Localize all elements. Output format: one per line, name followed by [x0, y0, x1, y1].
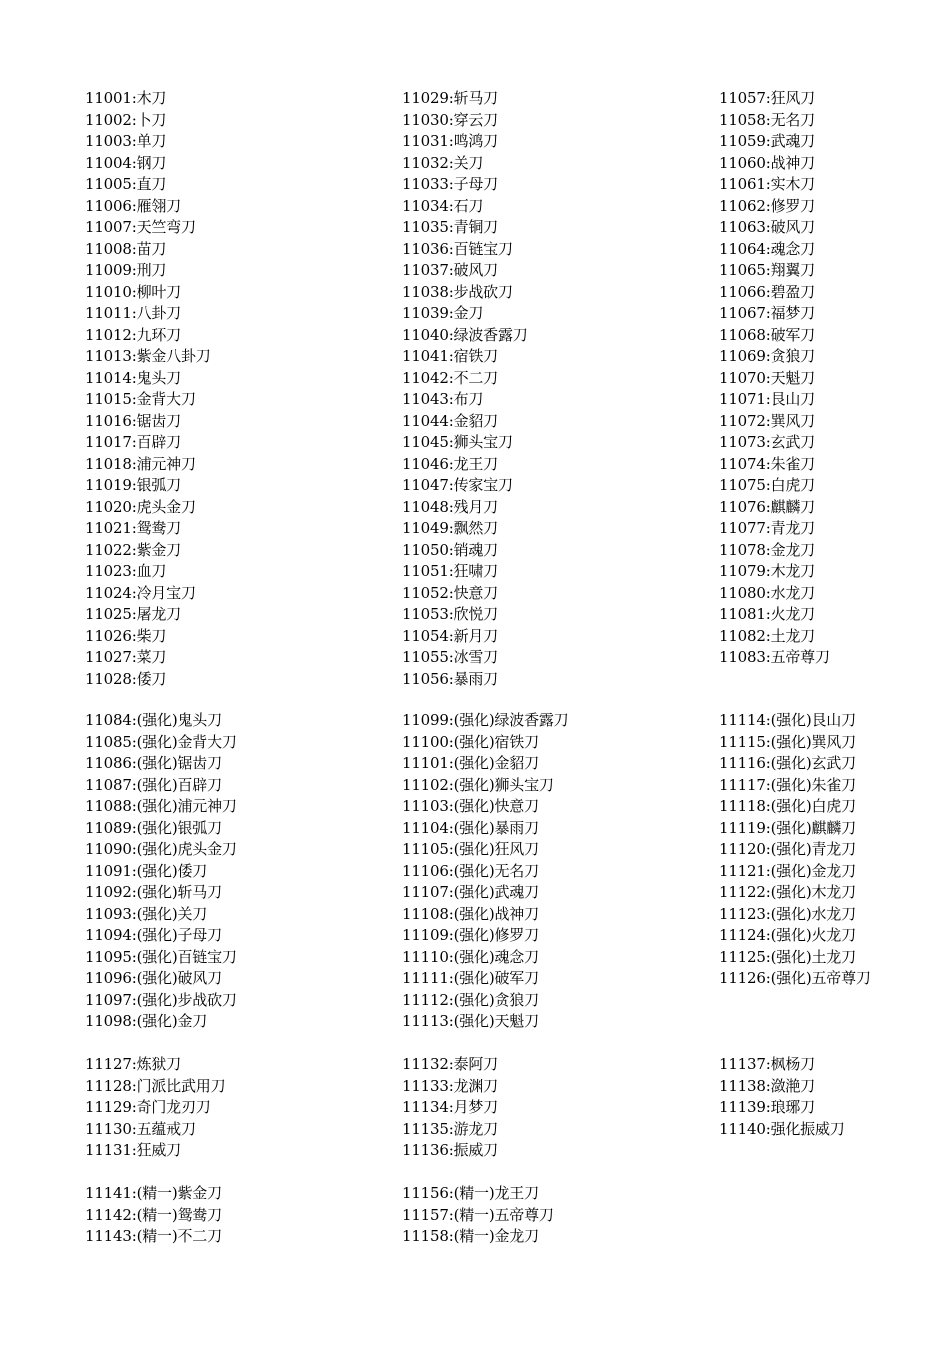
- list-item: 11031:鸣鸿刀: [402, 132, 498, 150]
- list-item: 11092:(强化)斩马刀: [85, 883, 222, 901]
- list-item: 11010:柳叶刀: [85, 282, 181, 301]
- list-item: 11028:倭刀: [85, 669, 167, 688]
- list-item: 11066:碧盈刀: [719, 282, 815, 301]
- list-item: 11107:(强化)武魂刀: [402, 883, 539, 901]
- list-item: 11074:朱雀刀: [719, 454, 815, 473]
- list-item: 11030:穿云刀: [402, 110, 498, 129]
- list-item: 11073:玄武刀: [719, 433, 815, 451]
- column-middle: [402, 1054, 498, 1162]
- list-item: 11076:麒麟刀: [719, 497, 815, 516]
- list-item: 11089:(强化)银弧刀: [85, 818, 222, 837]
- list-item: 11084:(强化)鬼头刀: [85, 711, 222, 729]
- list-item: 11045:狮头宝刀: [402, 433, 513, 451]
- list-item: 11056:暴雨刀: [402, 669, 498, 688]
- list-item: 11008:苗刀: [85, 239, 167, 258]
- list-item: 11140:强化振威刀: [719, 1119, 845, 1138]
- list-item: 11124:(强化)火龙刀: [719, 926, 856, 944]
- list-item: 11044:金貂刀: [402, 411, 498, 430]
- column-left: [85, 710, 237, 1033]
- list-item: 11091:(强化)倭刀: [85, 861, 208, 880]
- list-item: 11043:布刀: [402, 390, 484, 408]
- list-item: 11105:(强化)狂风刀: [402, 840, 539, 858]
- list-item: 11040:绿波香露刀: [402, 325, 528, 344]
- list-item: 11127:炼狱刀: [85, 1055, 181, 1073]
- list-item: 11051:狂啸刀: [402, 562, 498, 580]
- list-item: 11072:巽风刀: [719, 411, 815, 430]
- list-item: 11129:奇门龙刃刀: [85, 1098, 211, 1116]
- list-item: 11103:(强化)快意刀: [402, 797, 539, 815]
- list-item: 11093:(强化)关刀: [85, 904, 208, 923]
- list-item: 11020:虎头金刀: [85, 497, 196, 516]
- column-left: [85, 88, 211, 690]
- list-item: 11018:浦元神刀: [85, 454, 196, 473]
- list-item: 11094:(强化)子母刀: [85, 926, 222, 944]
- list-item: 11047:传家宝刀: [402, 476, 513, 494]
- list-item: 11001:木刀: [85, 89, 167, 107]
- list-item: 11079:木龙刀: [719, 562, 815, 580]
- list-item: 11156:(精一)龙王刀: [402, 1184, 539, 1202]
- list-item: 11075:白虎刀: [719, 476, 815, 494]
- list-item: 11065:翔翼刀: [719, 261, 815, 279]
- list-item: 11097:(强化)步战砍刀: [85, 990, 237, 1009]
- list-item: 11095:(强化)百链宝刀: [85, 947, 237, 966]
- list-item: 11033:子母刀: [402, 175, 498, 193]
- list-item: 11088:(强化)浦元神刀: [85, 797, 237, 815]
- list-item: 11016:锯齿刀: [85, 411, 181, 430]
- list-item: 11024:冷月宝刀: [85, 583, 196, 602]
- list-item: 11119:(强化)麒麟刀: [719, 818, 856, 837]
- list-item: 11125:(强化)土龙刀: [719, 947, 856, 966]
- list-item: 11034:石刀: [402, 196, 484, 215]
- column-right: [719, 1054, 845, 1140]
- list-item: 11022:紫金刀: [85, 540, 181, 559]
- list-item: 11027:菜刀: [85, 648, 167, 666]
- list-item: 11062:修罗刀: [719, 196, 815, 215]
- list-item: 11058:无名刀: [719, 110, 815, 129]
- list-item: 11036:百链宝刀: [402, 239, 513, 258]
- list-item: 11042:不二刀: [402, 368, 498, 387]
- list-item: 11026:柴刀: [85, 626, 167, 645]
- list-item: 11117:(强化)朱雀刀: [719, 775, 856, 794]
- list-item: 11011:八卦刀: [85, 304, 181, 322]
- list-item: 11049:飘然刀: [402, 519, 498, 537]
- list-item: 11021:鸳鸯刀: [85, 519, 181, 537]
- list-item: 11037:破风刀: [402, 261, 498, 279]
- list-item: 11063:破风刀: [719, 218, 815, 236]
- list-item: 11069:贪狼刀: [719, 347, 815, 365]
- list-item: 11087:(强化)百辟刀: [85, 775, 222, 794]
- list-item: 11133:龙渊刀: [402, 1076, 498, 1095]
- list-item: 11057:狂风刀: [719, 89, 815, 107]
- list-item: 11110:(强化)魂念刀: [402, 947, 539, 966]
- list-item: 11005:直刀: [85, 175, 167, 193]
- list-item: 11023:血刀: [85, 562, 167, 580]
- column-left: [85, 1054, 225, 1162]
- list-item: 11118:(强化)白虎刀: [719, 797, 856, 815]
- list-item: 11007:天竺弯刀: [85, 218, 196, 236]
- list-item: 11004:钢刀: [85, 153, 167, 172]
- column-middle: [402, 1183, 554, 1248]
- list-item: 11003:单刀: [85, 132, 167, 150]
- list-item: 11143:(精一)不二刀: [85, 1227, 222, 1245]
- list-item: 11068:破军刀: [719, 325, 815, 344]
- list-item: 11137:枫杨刀: [719, 1055, 815, 1073]
- list-item: 11052:快意刀: [402, 583, 498, 602]
- list-item: 11012:九环刀: [85, 325, 181, 344]
- column-middle: [402, 710, 568, 1033]
- list-item: 11123:(强化)水龙刀: [719, 904, 856, 923]
- list-item: 11096:(强化)破风刀: [85, 969, 222, 987]
- list-item: 11054:新月刀: [402, 626, 498, 645]
- list-item: 11078:金龙刀: [719, 540, 815, 559]
- list-item: 11114:(强化)艮山刀: [719, 711, 856, 729]
- list-item: 11131:狂威刀: [85, 1141, 181, 1159]
- list-item: 11130:五蕴戒刀: [85, 1119, 196, 1138]
- list-item: 11158:(精一)金龙刀: [402, 1227, 539, 1245]
- list-item: 11061:实木刀: [719, 175, 815, 193]
- list-item: 11013:紫金八卦刀: [85, 347, 211, 365]
- list-item: 11136:振威刀: [402, 1141, 498, 1159]
- list-item: 11055:冰雪刀: [402, 648, 498, 666]
- list-item: 11082:土龙刀: [719, 626, 815, 645]
- list-item: 11070:天魁刀: [719, 368, 815, 387]
- list-item: 11135:游龙刀: [402, 1119, 498, 1138]
- list-item: 11120:(强化)青龙刀: [719, 840, 856, 858]
- list-item: 11134:月梦刀: [402, 1098, 498, 1116]
- list-item: 11101:(强化)金貂刀: [402, 754, 539, 772]
- list-item: 11071:艮山刀: [719, 390, 815, 408]
- list-item: 11032:关刀: [402, 153, 484, 172]
- column-left: [85, 1183, 222, 1248]
- list-item: 11039:金刀: [402, 304, 484, 322]
- list-item: 11083:五帝尊刀: [719, 648, 830, 666]
- list-item: 11090:(强化)虎头金刀: [85, 840, 237, 858]
- column-right: [719, 710, 871, 990]
- list-item: 11106:(强化)无名刀: [402, 861, 539, 880]
- list-item: 11053:欣悦刀: [402, 605, 498, 623]
- list-item: 11115:(强化)巽风刀: [719, 732, 856, 751]
- list-item: 11067:福梦刀: [719, 304, 815, 322]
- list-item: 11017:百辟刀: [85, 433, 181, 451]
- list-item: 11157:(精一)五帝尊刀: [402, 1205, 554, 1224]
- list-item: 11046:龙王刀: [402, 454, 498, 473]
- list-item: 11038:步战砍刀: [402, 282, 513, 301]
- list-item: 11111:(强化)破军刀: [402, 969, 539, 987]
- list-item: 11100:(强化)宿铁刀: [402, 732, 539, 751]
- list-item: 11121:(强化)金龙刀: [719, 861, 856, 880]
- list-item: 11060:战神刀: [719, 153, 815, 172]
- list-item: 11041:宿铁刀: [402, 347, 498, 365]
- list-item: 11015:金背大刀: [85, 390, 196, 408]
- list-item: 11009:刑刀: [85, 261, 167, 279]
- list-item: 11099:(强化)绿波香露刀: [402, 711, 569, 729]
- list-item: 11102:(强化)狮头宝刀: [402, 775, 554, 794]
- list-item: 11086:(强化)锯齿刀: [85, 754, 222, 772]
- list-item: 11002:卜刀: [85, 110, 167, 129]
- list-item: 11081:火龙刀: [719, 605, 815, 623]
- list-item: 11006:雁翎刀: [85, 196, 181, 215]
- list-item: 11025:屠龙刀: [85, 605, 181, 623]
- list-item: 11126:(强化)五帝尊刀: [719, 969, 871, 987]
- list-item: 11064:魂念刀: [719, 239, 815, 258]
- list-item: 11019:银弧刀: [85, 476, 181, 494]
- list-item: 11029:斩马刀: [402, 89, 498, 107]
- list-item: 11048:残月刀: [402, 497, 498, 516]
- list-item: 11098:(强化)金刀: [85, 1012, 208, 1030]
- list-item: 11059:武魂刀: [719, 132, 815, 150]
- column-right: [719, 88, 830, 669]
- list-item: 11104:(强化)暴雨刀: [402, 818, 539, 837]
- list-item: 11014:鬼头刀: [85, 368, 181, 387]
- list-item: 11108:(强化)战神刀: [402, 904, 539, 923]
- list-item: 11132:泰阿刀: [402, 1055, 498, 1073]
- list-item: 11128:门派比武用刀: [85, 1076, 226, 1095]
- list-item: 11035:青铜刀: [402, 218, 498, 236]
- list-item: 11113:(强化)天魁刀: [402, 1012, 539, 1030]
- list-item: 11080:水龙刀: [719, 583, 815, 602]
- list-item: 11077:青龙刀: [719, 519, 815, 537]
- list-item: 11138:潋滟刀: [719, 1076, 815, 1095]
- list-item: 11109:(强化)修罗刀: [402, 926, 539, 944]
- list-item: 11116:(强化)玄武刀: [719, 754, 856, 772]
- list-item: 11085:(强化)金背大刀: [85, 732, 237, 751]
- list-item: 11112:(强化)贪狼刀: [402, 990, 539, 1009]
- column-middle: [402, 88, 528, 690]
- list-item: 11139:琅琊刀: [719, 1098, 815, 1116]
- list-item: 11141:(精一)紫金刀: [85, 1184, 222, 1202]
- list-item: 11142:(精一)鸳鸯刀: [85, 1205, 222, 1224]
- list-item: 11050:销魂刀: [402, 540, 498, 559]
- list-item: 11122:(强化)木龙刀: [719, 883, 856, 901]
